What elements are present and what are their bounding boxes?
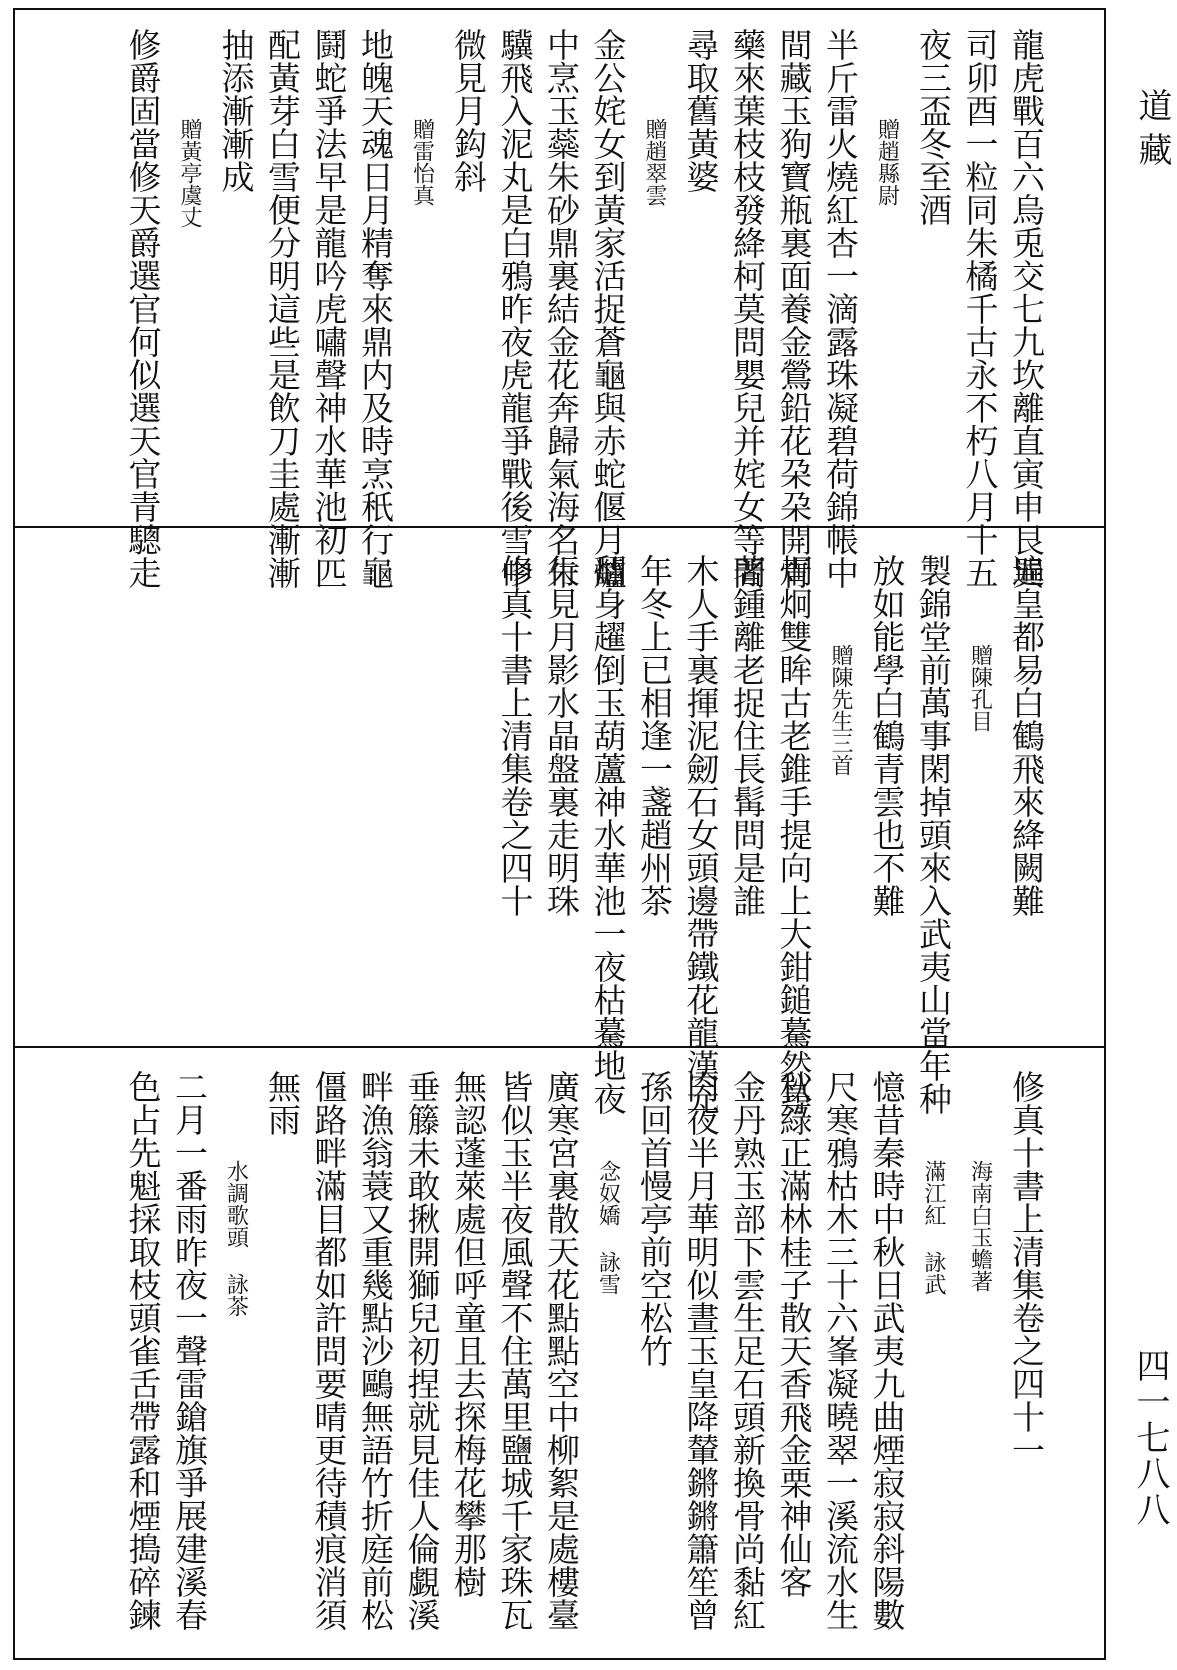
panel3-column: 念奴嬌 詠雪 — [595, 1160, 621, 1295]
panel3-column: 無認蓬萊處但呼童且去探梅花攀那樹 — [449, 1070, 488, 1598]
panel1-column: 微見月鈎斜 — [449, 28, 488, 193]
panel3-column: 垂籐未敢揪開獅兒初捏就見佳人倫覷溪 — [402, 1070, 442, 1631]
margin-title: 道藏 — [1132, 88, 1172, 176]
panel2-column: 炯炯雙眸古老錐手提向上大鉗鎚驀然尋 — [774, 554, 814, 1115]
panel3-column: 海南白玉蟾著 — [967, 1160, 993, 1292]
panel2-column: 贈陳先生三首 — [828, 644, 853, 776]
panel2-column: 修真十書上清集卷之四十 — [495, 554, 535, 917]
panel3-column: 廣寒宮裏散天花點點空中柳絮是處樓臺 — [542, 1070, 581, 1631]
panel3-column: 秋綠正滿林桂子散天香飛金栗神仙客 — [774, 1070, 814, 1598]
panel1-column: 鬪蛇爭法早是龍吟虎嘯聲神水華池初匹 — [309, 28, 349, 589]
panel1-column: 金公姹女到黃家活捉蒼龜與赤蛇偃月爐 — [588, 28, 628, 589]
panel3-column: 肉夜半月華明似晝玉皇降輦鏘鏘簫笙曾 — [681, 1070, 721, 1631]
panel3-column: 二月一番雨昨夜一聲雷鎗旗爭展建溪春 — [170, 1070, 209, 1631]
panel3-column: 畔漁翁蓑又重幾點沙鷗無語竹折庭前松 — [356, 1070, 395, 1631]
panel1-column: 地魄天魂日月精奪來鼎内及時烹秖行龜 — [356, 28, 395, 589]
panel3-column: 無雨 — [263, 1070, 302, 1136]
panel1-column: 尋取舊黃婆 — [681, 28, 721, 193]
panel3-column: 金丹熟玉部下雲生足石頭新換骨尚黏紅 — [728, 1070, 767, 1631]
panel3-column: 水調歌頭 詠茶 — [223, 1160, 249, 1317]
panel2-column: 製錦堂前萬事閑掉頭來入武夷山當年种 — [914, 554, 953, 1115]
panel3-column: 皆似玉半夜風聲不住萬里鹽城千家珠瓦 — [495, 1070, 535, 1631]
panel3-column: 尺寒鴉枯木三十六峯凝曉翠一溪流水生 — [821, 1070, 860, 1631]
panel2-column: 行見月影水晶盤裏走明珠 — [542, 554, 581, 917]
panel1-column: 驥飛入泥丸是白鴉昨夜虎龍爭戰後雪中 — [495, 28, 535, 589]
panel3-column: 僵路畔滿目都如許問要晴更待積痕消須 — [309, 1070, 349, 1631]
panel2-column: 著鍾離老捉住長髯問是誰 — [728, 554, 767, 917]
panel1-column: 贈雷怡真 — [409, 118, 435, 206]
panel-top — [13, 8, 1106, 589]
panel2-column: 翻身趯倒玉葫蘆神水華池一夜枯驀地夜 — [588, 554, 628, 1115]
panel1-column: 贈黃亭虞丈 — [177, 118, 202, 228]
panel1-column: 藥來葉枝枝發絳柯莫問嬰兒并姹女等閒 — [728, 28, 767, 589]
panel3-column: 滿江紅 詠武 — [921, 1160, 946, 1295]
margin-page-number: 四一七八八 — [1130, 1348, 1170, 1528]
panel1-column: 夜三盃冬至酒 — [914, 28, 953, 226]
panel1-column: 半斤雷火燒紅杏一滴露珠凝碧荷錦帳中 — [821, 28, 860, 589]
panel1-column: 抽添漸漸成 — [216, 28, 256, 193]
panel-bottom — [13, 1046, 1106, 1660]
panel2-column: 遍皇都易白鶴飛來絳闕難 — [1007, 554, 1046, 917]
panel3-column: 色占先魁採取枝頭雀舌帶露和煙搗碎鍊 — [123, 1070, 163, 1631]
panel1-column: 修爵固當修天爵選官何似選天官青驄走 — [123, 28, 163, 589]
panel2-column: 木人手裏揮泥劒石女頭邊帶鐵花龍漢元 — [681, 554, 721, 1115]
panel1-column: 龍虎戰百六烏兎交七九坎離直寅申艮巽 — [1007, 28, 1046, 589]
panel1-column: 贈趙縣尉 — [874, 118, 900, 206]
panel1-column: 中烹玉蘂朱砂鼎裏結金花奔歸氣海名朱 — [542, 28, 581, 589]
panel3-column: 孫回首慢亭前空松竹 — [635, 1070, 674, 1367]
panel1-column: 配黃芽白雪便分明這些是飲刀圭處漸漸 — [263, 28, 302, 589]
panel1-column: 司卯酉一粒同朱橘千古永不朽八月十五 — [960, 28, 1000, 589]
panel1-column: 間藏玉狗寶瓶裏面養金鶯鉛花朶朶開青 — [774, 28, 814, 589]
panel3-column: 修真十書上清集卷之四十一 — [1007, 1070, 1046, 1466]
panel1-column: 贈趙翠雲 — [642, 118, 667, 206]
panel2-column: 贈陳孔目 — [967, 644, 993, 732]
panel3-column: 憶昔秦時中秋日武夷九曲煙寂寂斜陽數 — [867, 1070, 907, 1631]
panel2-column: 年冬上已相逢一盞趙州茶 — [635, 554, 674, 917]
panel2-column: 放如能學白鶴青雲也不難 — [867, 554, 907, 917]
